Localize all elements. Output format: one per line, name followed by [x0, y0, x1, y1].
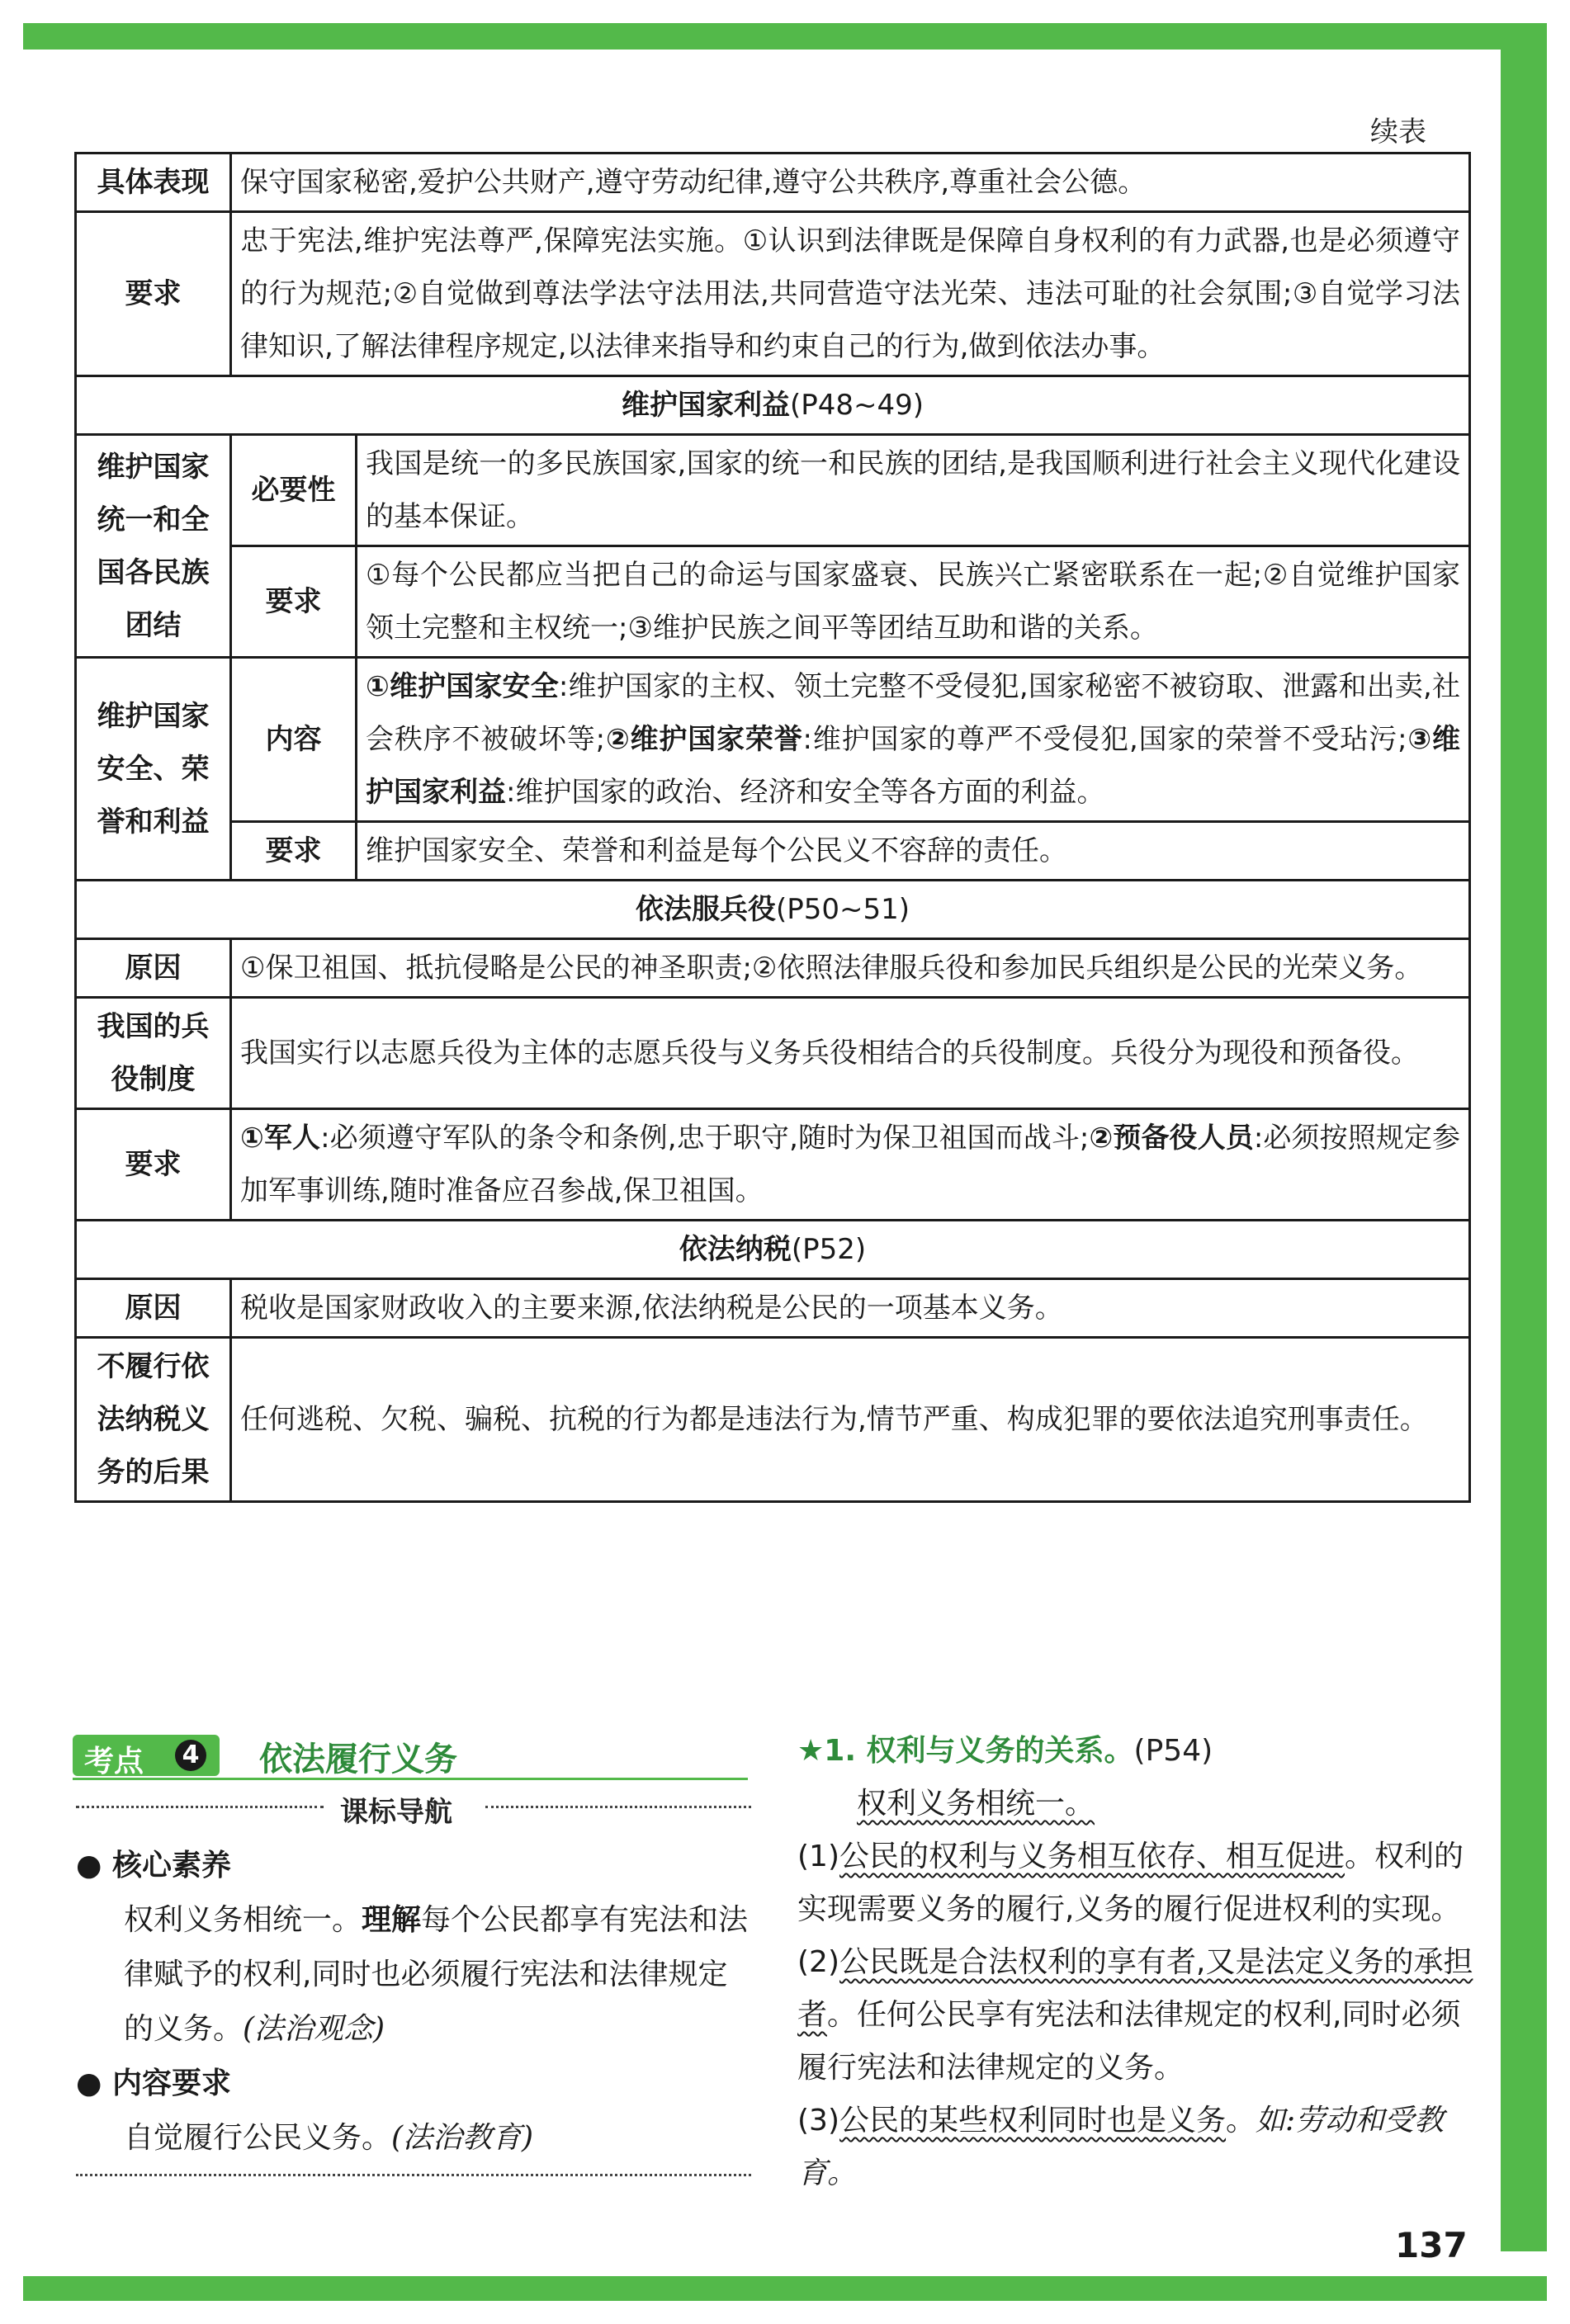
point — [797, 1830, 1478, 1936]
emphasis: 公民既是合法权利的享有者,又是法定义务的承担者 — [797, 1945, 1473, 2032]
row-content: 任何逃税、欠税、骗税、抗税的行为都是违法行为,情节严重、构成犯罪的要依法追究刑事责任。 — [231, 1338, 1470, 1502]
row-content: 维护国家安全、荣誉和利益是每个公民义不容辞的责任。 — [357, 822, 1470, 881]
paragraph — [76, 2111, 753, 2166]
row-label: 我国的兵役制度 — [76, 998, 231, 1109]
point — [797, 1936, 1478, 2095]
page-reference: (P52) — [791, 1233, 867, 1266]
text: :必须按照规定参加军事训练,随时准备应召参战,保卫祖国。 — [240, 1122, 1460, 1207]
row-content — [231, 1109, 1470, 1221]
keyword: ②维护国家荣誉 — [605, 723, 803, 756]
table-row — [76, 154, 1470, 212]
row-content: ①每个公民都应当把自己的命运与国家盛衰、民族兴亡紧密联系在一起;②自觉维护国家领土完整和主权统一;③维护民族之间平等团结互助和谐的关系。 — [357, 546, 1470, 658]
group-label: 维护国家安全、荣誉和利益 — [76, 658, 231, 881]
row-label: 要求 — [76, 1109, 231, 1221]
heading-underline — [73, 1778, 748, 1780]
row-label: 具体表现 — [76, 154, 231, 212]
section-title: 依法服兵役 — [635, 893, 776, 926]
text: 权利义务相统一。 — [124, 1903, 362, 1937]
section-title: 依法履行义务 — [259, 1741, 457, 1778]
emphasis: 公民的权利与义务相互依存、相互促进 — [839, 1840, 1345, 1873]
divider — [76, 2174, 751, 2176]
list-heading — [76, 1839, 753, 1893]
page-reference: (P50~51) — [775, 893, 910, 926]
section-title: 维护国家利益 — [621, 389, 790, 422]
row-label: 原因 — [76, 1279, 231, 1338]
row-content: 税收是国家财政收入的主要来源,依法纳税是公民的一项基本义务。 — [231, 1279, 1470, 1338]
point — [797, 2095, 1478, 2200]
table-row — [76, 546, 1470, 658]
section-badge — [73, 1735, 220, 1776]
text: :维护国家的主权、领土完整不受侵犯,国家秘密不被窃取、泄露和出卖,社会秩序不被破坏等; — [366, 670, 1460, 756]
section-header — [76, 881, 1470, 939]
text: :必须遵守军队的条令和条例,忠于职守,随时为保卫祖国而战斗; — [320, 1122, 1090, 1155]
text: 每个公民都享有宪法和法律赋予的权利,同时也必须履行宪法和法律规定的义务。 — [124, 1903, 749, 2046]
point-number: (2) — [797, 1945, 839, 1979]
sub-label: 内容 — [231, 658, 357, 822]
question-text: 1. 权利与义务的关系。 — [824, 1734, 1134, 1768]
obligations-table — [74, 152, 1471, 1503]
keyword: ③维护国家利益 — [366, 723, 1460, 809]
continued-label: 续表 — [1370, 116, 1426, 149]
sub-label: 要求 — [231, 822, 357, 881]
note: 如:劳动和受教育。 — [797, 2104, 1445, 2190]
bottom-green-band — [23, 2276, 1547, 2301]
keyword: ①维护国家安全 — [366, 670, 559, 703]
row-content: 忠于宪法,维护宪法尊严,保障宪法实施。①认识到法律既是保障自身权利的有力武器,也是必须遵守的行为规范;②自觉做到尊法学法守法用法,共同营造守法光荣、违法可耻的社会氛围;③自觉学习法律知识,了解法律程序规定,以法律来指导和约束自己的行为,做到依法办事。 — [231, 212, 1470, 376]
text: 。权利的实现需要义务的履行,义务的履行促进权利的实现。 — [797, 1840, 1464, 1926]
guide-header — [76, 1789, 751, 1829]
text: 。 — [1226, 2104, 1256, 2137]
badge-number: 4 — [175, 1740, 206, 1771]
question-title — [797, 1725, 1478, 1778]
guide-title: 课标导航 — [340, 1796, 452, 1829]
table-row — [76, 1109, 1470, 1221]
table-row — [76, 1279, 1470, 1338]
keyword: 理解 — [362, 1903, 422, 1937]
table-row — [76, 939, 1470, 998]
note: (法治教育) — [391, 2121, 534, 2155]
note: (法治观念) — [243, 2012, 385, 2046]
row-label: 要求 — [76, 212, 231, 376]
table-row — [76, 212, 1470, 376]
keyword: ①军人 — [240, 1122, 321, 1155]
table-row — [76, 822, 1470, 881]
section-header — [76, 1221, 1470, 1279]
section-header — [76, 376, 1470, 435]
relation-content — [797, 1725, 1478, 2200]
row-label: 不履行依法纳税义务的后果 — [76, 1338, 231, 1502]
text: :维护国家的政治、经济和安全等各方面的利益。 — [506, 776, 1105, 809]
summary-text: 权利义务相统一。 — [857, 1787, 1095, 1821]
section-header-row — [76, 376, 1470, 435]
bullet-icon: ● — [76, 1849, 112, 1882]
divider — [485, 1806, 751, 1808]
text: :维护国家的尊严不受侵犯,国家的荣誉不受玷污; — [802, 723, 1407, 756]
sub-label: 必要性 — [231, 435, 357, 546]
point-number: (1) — [797, 1840, 839, 1873]
star-icon: ★ — [797, 1734, 825, 1768]
row-content — [357, 658, 1470, 822]
text: 。任何公民享有宪法和法律规定的权利,同时必须履行宪法和法律规定的义务。 — [797, 1998, 1461, 2085]
heading-text: 核心素养 — [111, 1849, 231, 1882]
heading-text: 内容要求 — [111, 2067, 231, 2100]
divider — [76, 1806, 324, 1808]
row-content: 我国实行以志愿兵役为主体的志愿兵役与义务兵役相结合的兵役制度。兵役分为现役和预备役。 — [231, 998, 1470, 1109]
top-green-band — [23, 23, 1547, 50]
page-reference: (P54) — [1133, 1734, 1213, 1768]
row-content: 保守国家秘密,爱护公共财产,遵守劳动纪律,遵守公共秩序,尊重社会公德。 — [231, 154, 1470, 212]
table-row — [76, 1338, 1470, 1502]
table-row — [76, 435, 1470, 546]
right-green-band — [1501, 23, 1547, 2251]
table-row — [76, 658, 1470, 822]
keyword: ②预备役人员 — [1089, 1122, 1254, 1155]
group-label: 维护国家统一和全国各民族团结 — [76, 435, 231, 658]
row-content: ①保卫祖国、抵抗侵略是公民的神圣职责;②依照法律服兵役和参加民兵组织是公民的光荣义务。 — [231, 939, 1470, 998]
paragraph — [76, 1893, 753, 2057]
page-number: 137 — [1395, 2225, 1468, 2265]
section-heading — [73, 1731, 748, 1781]
summary — [797, 1778, 1478, 1830]
section-title: 依法纳税 — [679, 1233, 792, 1266]
badge-tag: 考点 — [84, 1745, 144, 1778]
bullet-icon: ● — [76, 2067, 112, 2100]
table-row — [76, 998, 1470, 1109]
guide-content — [76, 1839, 753, 2166]
section-header-row — [76, 1221, 1470, 1279]
sub-label: 要求 — [231, 546, 357, 658]
text: 自觉履行公民义务。 — [124, 2121, 392, 2155]
point-number: (3) — [797, 2104, 839, 2137]
section-header-row — [76, 881, 1470, 939]
page-reference: (P48~49) — [789, 389, 925, 422]
emphasis: 公民的某些权利同时也是义务 — [839, 2104, 1227, 2137]
row-label: 原因 — [76, 939, 231, 998]
row-content: 我国是统一的多民族国家,国家的统一和民族的团结,是我国顺利进行社会主义现代化建设的基本保证。 — [357, 435, 1470, 546]
list-heading — [76, 2057, 753, 2111]
